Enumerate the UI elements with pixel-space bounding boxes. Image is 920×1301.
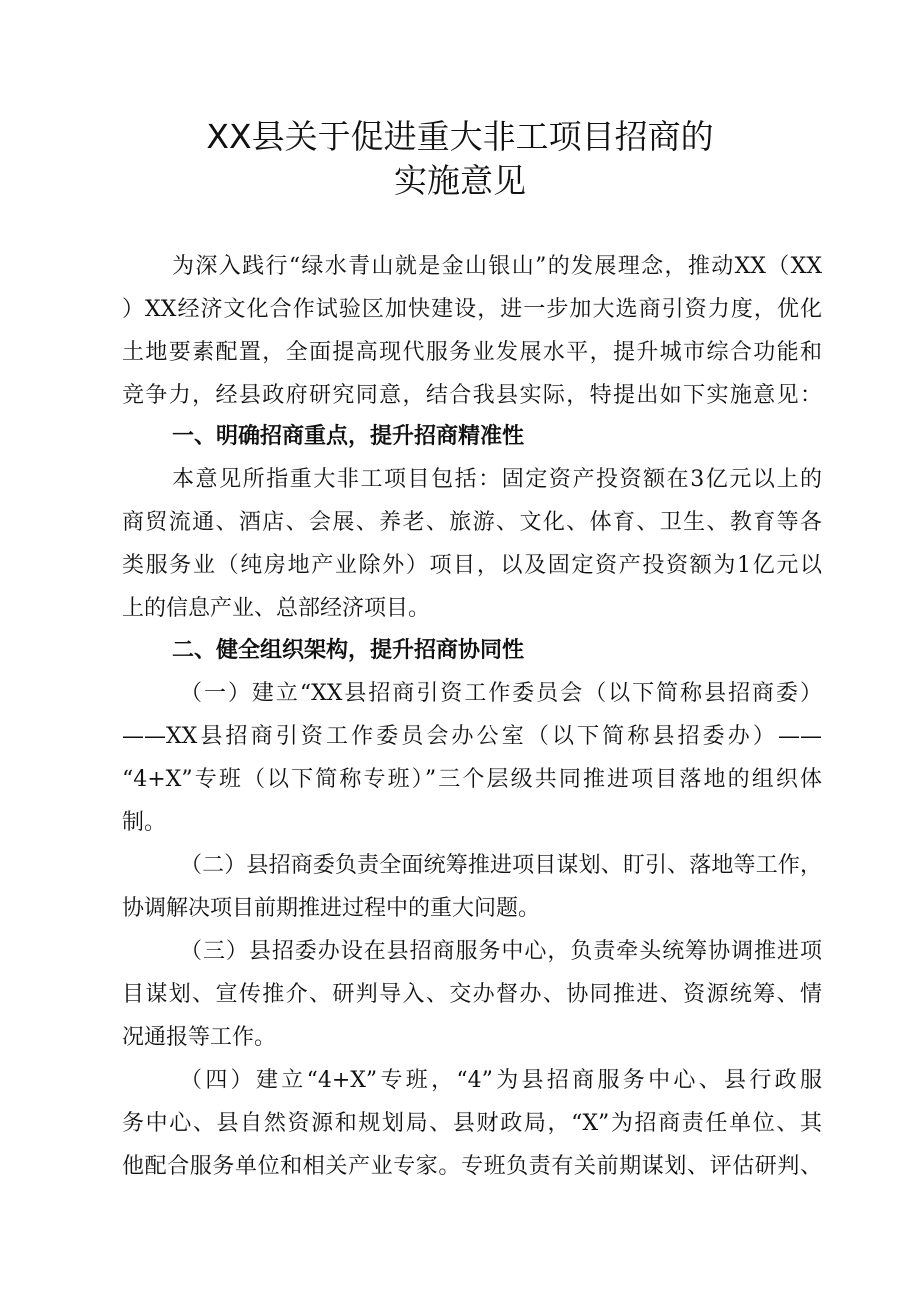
section-2-item-2-line: （二）县招商委负责全面统筹推进项目谋划、盯引、落地等工作， — [180, 853, 822, 878]
section-2-item-1-line: 制。 — [122, 810, 167, 835]
section-2-item-4-line: 务中心、县自然资源和规划局、县财政局，“X”为招商责任单位、其 — [122, 1111, 822, 1136]
document-title-line-1: XX县关于促进重大非工项目招商的 — [206, 117, 714, 156]
section-1-line: 上的信息产业、总部经济项目。 — [122, 596, 431, 621]
section-2-heading: 二、健全组织架构，提升招商协同性 — [172, 638, 525, 663]
intro-line: 土地要素配置，全面提高现代服务业发展水平，提升城市综合功能和 — [122, 340, 822, 365]
section-2-item-3-line: 况通报等工作。 — [122, 1025, 277, 1050]
section-1-line: 商贸流通、酒店、会展、养老、旅游、文化、体育、卫生、教育等各 — [122, 510, 822, 535]
section-2-item-4-line: 他配合服务单位和相关产业专家。专班负责有关前期谋划、评估研判、 — [122, 1154, 822, 1179]
section-2-item-1-line: “4+X”专班（以下简称专班）”三个层级共同推进项目落地的组织体 — [122, 767, 822, 792]
section-2-item-2-line: 协调解决项目前期推进过程中的重大问题。 — [122, 896, 541, 921]
section-1-line: 类服务业（纯房地产业除外）项目，以及固定资产投资额为1亿元以 — [122, 553, 822, 578]
section-2-item-4-line: （四）建立“4+X”专班，“4”为县招商服务中心、县行政服 — [180, 1068, 822, 1093]
section-2-item-1-line: （一）建立“XX县招商引资工作委员会（以下简称县招商委） — [180, 681, 822, 706]
section-2-item-3-line: （三）县招委办设在县招商服务中心，负责牵头统筹协调推进项 — [180, 939, 822, 964]
intro-line: 竞争力，经县政府研究同意，结合我县实际，特提出如下实施意见： — [122, 383, 822, 408]
intro-line: ）XX经济文化合作试验区加快建设，进一步加大选商引资力度，优化 — [122, 297, 822, 322]
section-1-line: 本意见所指重大非工项目包括：固定资产投资额在3亿元以上的 — [172, 467, 822, 492]
document-title-line-2: 实施意见 — [394, 161, 526, 200]
section-2-item-1-line: ——XX县招商引资工作委员会办公室（以下简称县招委办）—— — [122, 724, 822, 749]
section-2-item-3-line: 目谋划、宣传推介、研判导入、交办督办、协同推进、资源统筹、情 — [122, 982, 822, 1007]
intro-line: 为深入践行“绿水青山就是金山银山”的发展理念，推动XX（XX — [172, 254, 822, 279]
section-1-heading: 一、明确招商重点，提升招商精准性 — [172, 424, 525, 449]
